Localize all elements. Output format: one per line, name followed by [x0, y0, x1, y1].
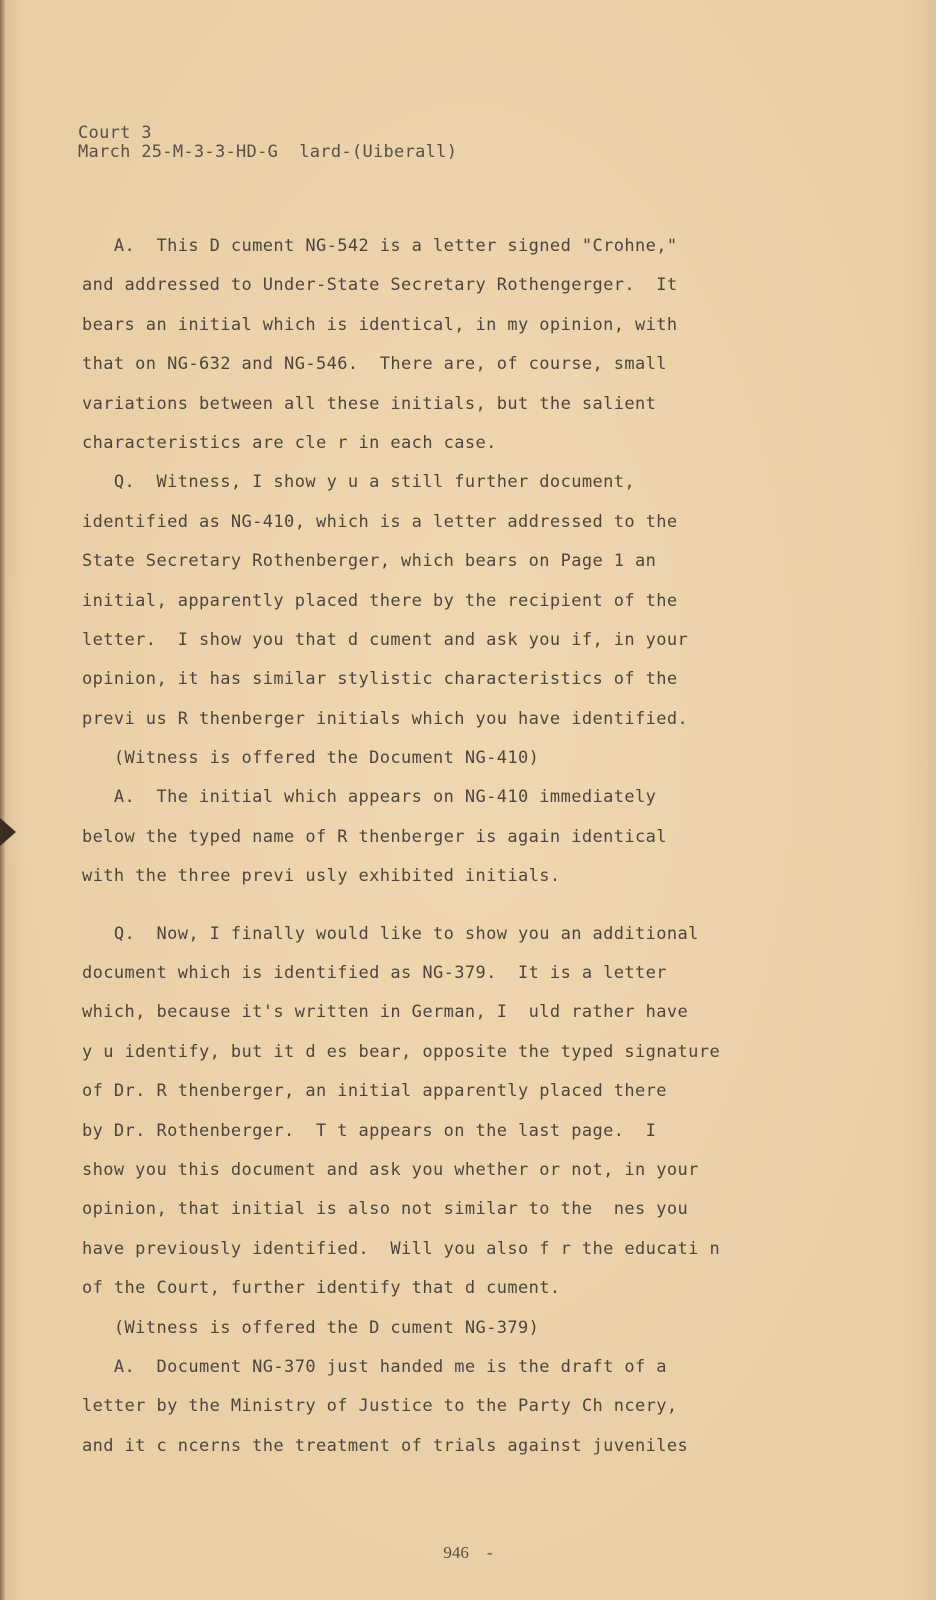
transcript-line: variations between all these initials, but the salient	[82, 393, 657, 414]
transcript-line: A. This D cument NG-542 is a letter signed "Crohne,"	[82, 236, 678, 256]
transcript-line: have previously identified. Will you also f r the educati n	[82, 1238, 721, 1259]
transcript-line: y u identify, but it d es bear, opposite the typed signature	[82, 1041, 721, 1062]
transcript-line: (Witness is offered the Document NG-410)	[82, 748, 540, 769]
transcript-line: by Dr. Rothenberger. T t appears on the last page. I	[82, 1120, 657, 1141]
transcript-line: identified as NG-410, which is a letter addressed to the	[82, 511, 678, 532]
transcript-line: opinion, that initial is also not similar to the nes you	[82, 1199, 689, 1220]
transcript-line: of the Court, further identify that d cument.	[82, 1278, 561, 1299]
transcript-line: that on NG-632 and NG-546. There are, of course, small	[82, 354, 667, 375]
transcript-line: bears an initial which is identical, in my opinion, with	[82, 314, 678, 335]
paragraph-gap	[82, 897, 912, 915]
transcript-body	[82, 227, 912, 1466]
header-session: March 25-M-3-3-HD-G lard-(Uiberall)	[78, 142, 458, 162]
transcript-line: previ us R thenberger initials which you have identified.	[82, 708, 689, 729]
page-header	[78, 124, 457, 162]
page-number-mark: -	[486, 1543, 493, 1562]
transcript-line: and it c ncerns the treatment of trials against juveniles	[82, 1435, 689, 1456]
header-court: Court 3	[78, 123, 152, 143]
transcript-line: A. Document NG-370 just handed me is the draft of a	[82, 1356, 667, 1377]
transcript-line: with the three previ usly exhibited initials.	[82, 866, 561, 887]
page-footer	[0, 1543, 936, 1563]
transcript-line: show you this document and ask you whether or not, in your	[82, 1159, 699, 1180]
transcript-line: characteristics are cle r in each case.	[82, 432, 497, 453]
transcript-line: initial, apparently placed there by the recipient of the	[82, 590, 678, 611]
transcript-line: letter by the Ministry of Justice to the Party Ch ncery,	[82, 1396, 678, 1417]
transcript-line: State Secretary Rothenberger, which bears on Page 1 an	[82, 551, 657, 572]
transcript-line: and addressed to Under-State Secretary Rothengerger. It	[82, 275, 678, 296]
transcript-line: A. The initial which appears on NG-410 immediately	[82, 787, 657, 808]
transcript-line: which, because it's written in German, I uld rather have	[82, 1002, 689, 1023]
page-number: 946	[443, 1543, 469, 1562]
transcript-line: opinion, it has similar stylistic characteristics of the	[82, 669, 678, 690]
transcript-line: (Witness is offered the D cument NG-379)	[82, 1317, 540, 1338]
transcript-line: document which is identified as NG-379. It is a letter	[82, 963, 667, 984]
transcript-line: letter. I show you that d cument and ask you if, in your	[82, 629, 689, 650]
page-left-edge	[0, 0, 6, 1600]
transcript-line: below the typed name of R thenberger is again identical	[82, 826, 667, 847]
page-edge-notch	[0, 818, 16, 846]
transcript-line: of Dr. R thenberger, an initial apparently placed there	[82, 1081, 667, 1102]
transcript-line: Q. Witness, I show y u a still further document,	[82, 472, 636, 493]
transcript-line: Q. Now, I finally would like to show you an additional	[82, 923, 699, 944]
